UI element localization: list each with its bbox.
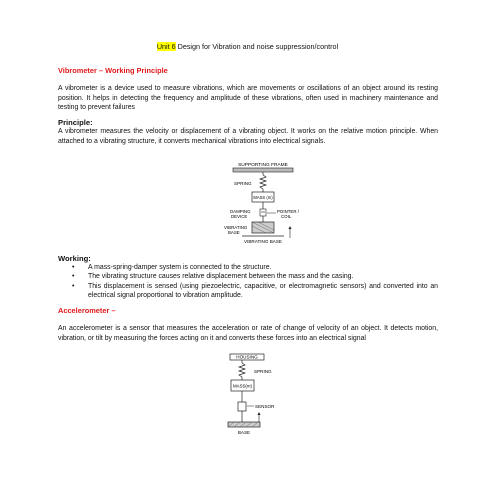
vibrating-base-caption: VIBRATING BASE: [244, 239, 282, 244]
damping-label-2: DEVICE: [231, 214, 248, 219]
accelerometer-intro: An accelerometer is a sensor that measures the acceleration or rate of change of velocity of an object. It detects motion, vibration, or tilt by measuring the forces acting on it and converts these forces into an electrical signal: [58, 325, 438, 342]
spring-label: SPRING: [234, 181, 252, 186]
vbase-label-1: VIBRATING: [224, 225, 248, 230]
vibrometer-heading: Vibrometer – Working Principle: [58, 66, 168, 75]
base-label: BASE: [237, 430, 251, 435]
vbase-label-2: BASE: [228, 230, 240, 235]
principle-text: A vibrometer measures the velocity or displacement of a vibrating object. It works on the relative motion principle. When attached to a vibrating structure, it converts mechanical vibrations into electrical signals.: [58, 128, 438, 145]
list-item: • The vibrating structure causes relative displacement between the mass and the casing.: [58, 272, 438, 281]
principle-heading: Principle:: [58, 118, 93, 127]
spring-label: SPRING: [254, 369, 272, 374]
pointer-label-2: COIL: [281, 214, 292, 219]
spring-symbol: [239, 360, 245, 380]
supporting-frame-label: SUPPORTING FRAME: [238, 163, 288, 168]
unit-label-highlight: Unit 6: [156, 42, 176, 51]
list-item: • This displacement is sensed (using piezoelectric, capacitive, or electromagnetic sensors) and converted into an electrical signal proportional to vibration amplitude.: [58, 282, 438, 301]
damping-label-1: DAMPING: [230, 209, 251, 214]
mass-label: MASS(m): [232, 383, 253, 389]
working-heading: Working:: [58, 254, 91, 263]
sensor-block: [238, 402, 246, 411]
list-item: • A mass-spring-damper system is connected to the structure.: [58, 263, 438, 272]
vibrometer-diagram: [218, 160, 308, 254]
pointer-label-1: POINTER /: [277, 209, 299, 214]
accelerometer-diagram: [222, 352, 292, 442]
title-rest: Design for Vibration and noise suppression/control: [175, 42, 339, 51]
supporting-frame: [233, 168, 293, 172]
page-title: [0, 42, 495, 51]
damper-symbol: [260, 209, 266, 216]
spring-symbol: [260, 172, 266, 192]
working-list: [58, 263, 438, 301]
vibrometer-intro: A vibrometer is a device used to measure vibrations, which are movements or oscillations of an object around its resting position. It helps in detecting the frequency and amplitude of these vibrations, often used in machinery maintenance and testing to prevent failures: [58, 85, 438, 112]
sensor-label: SENSOR: [255, 404, 275, 409]
housing-label: HOUSING: [236, 354, 258, 360]
mass-label: MASS (m): [253, 195, 273, 200]
accelerometer-heading: Accelerometer –: [58, 306, 116, 315]
